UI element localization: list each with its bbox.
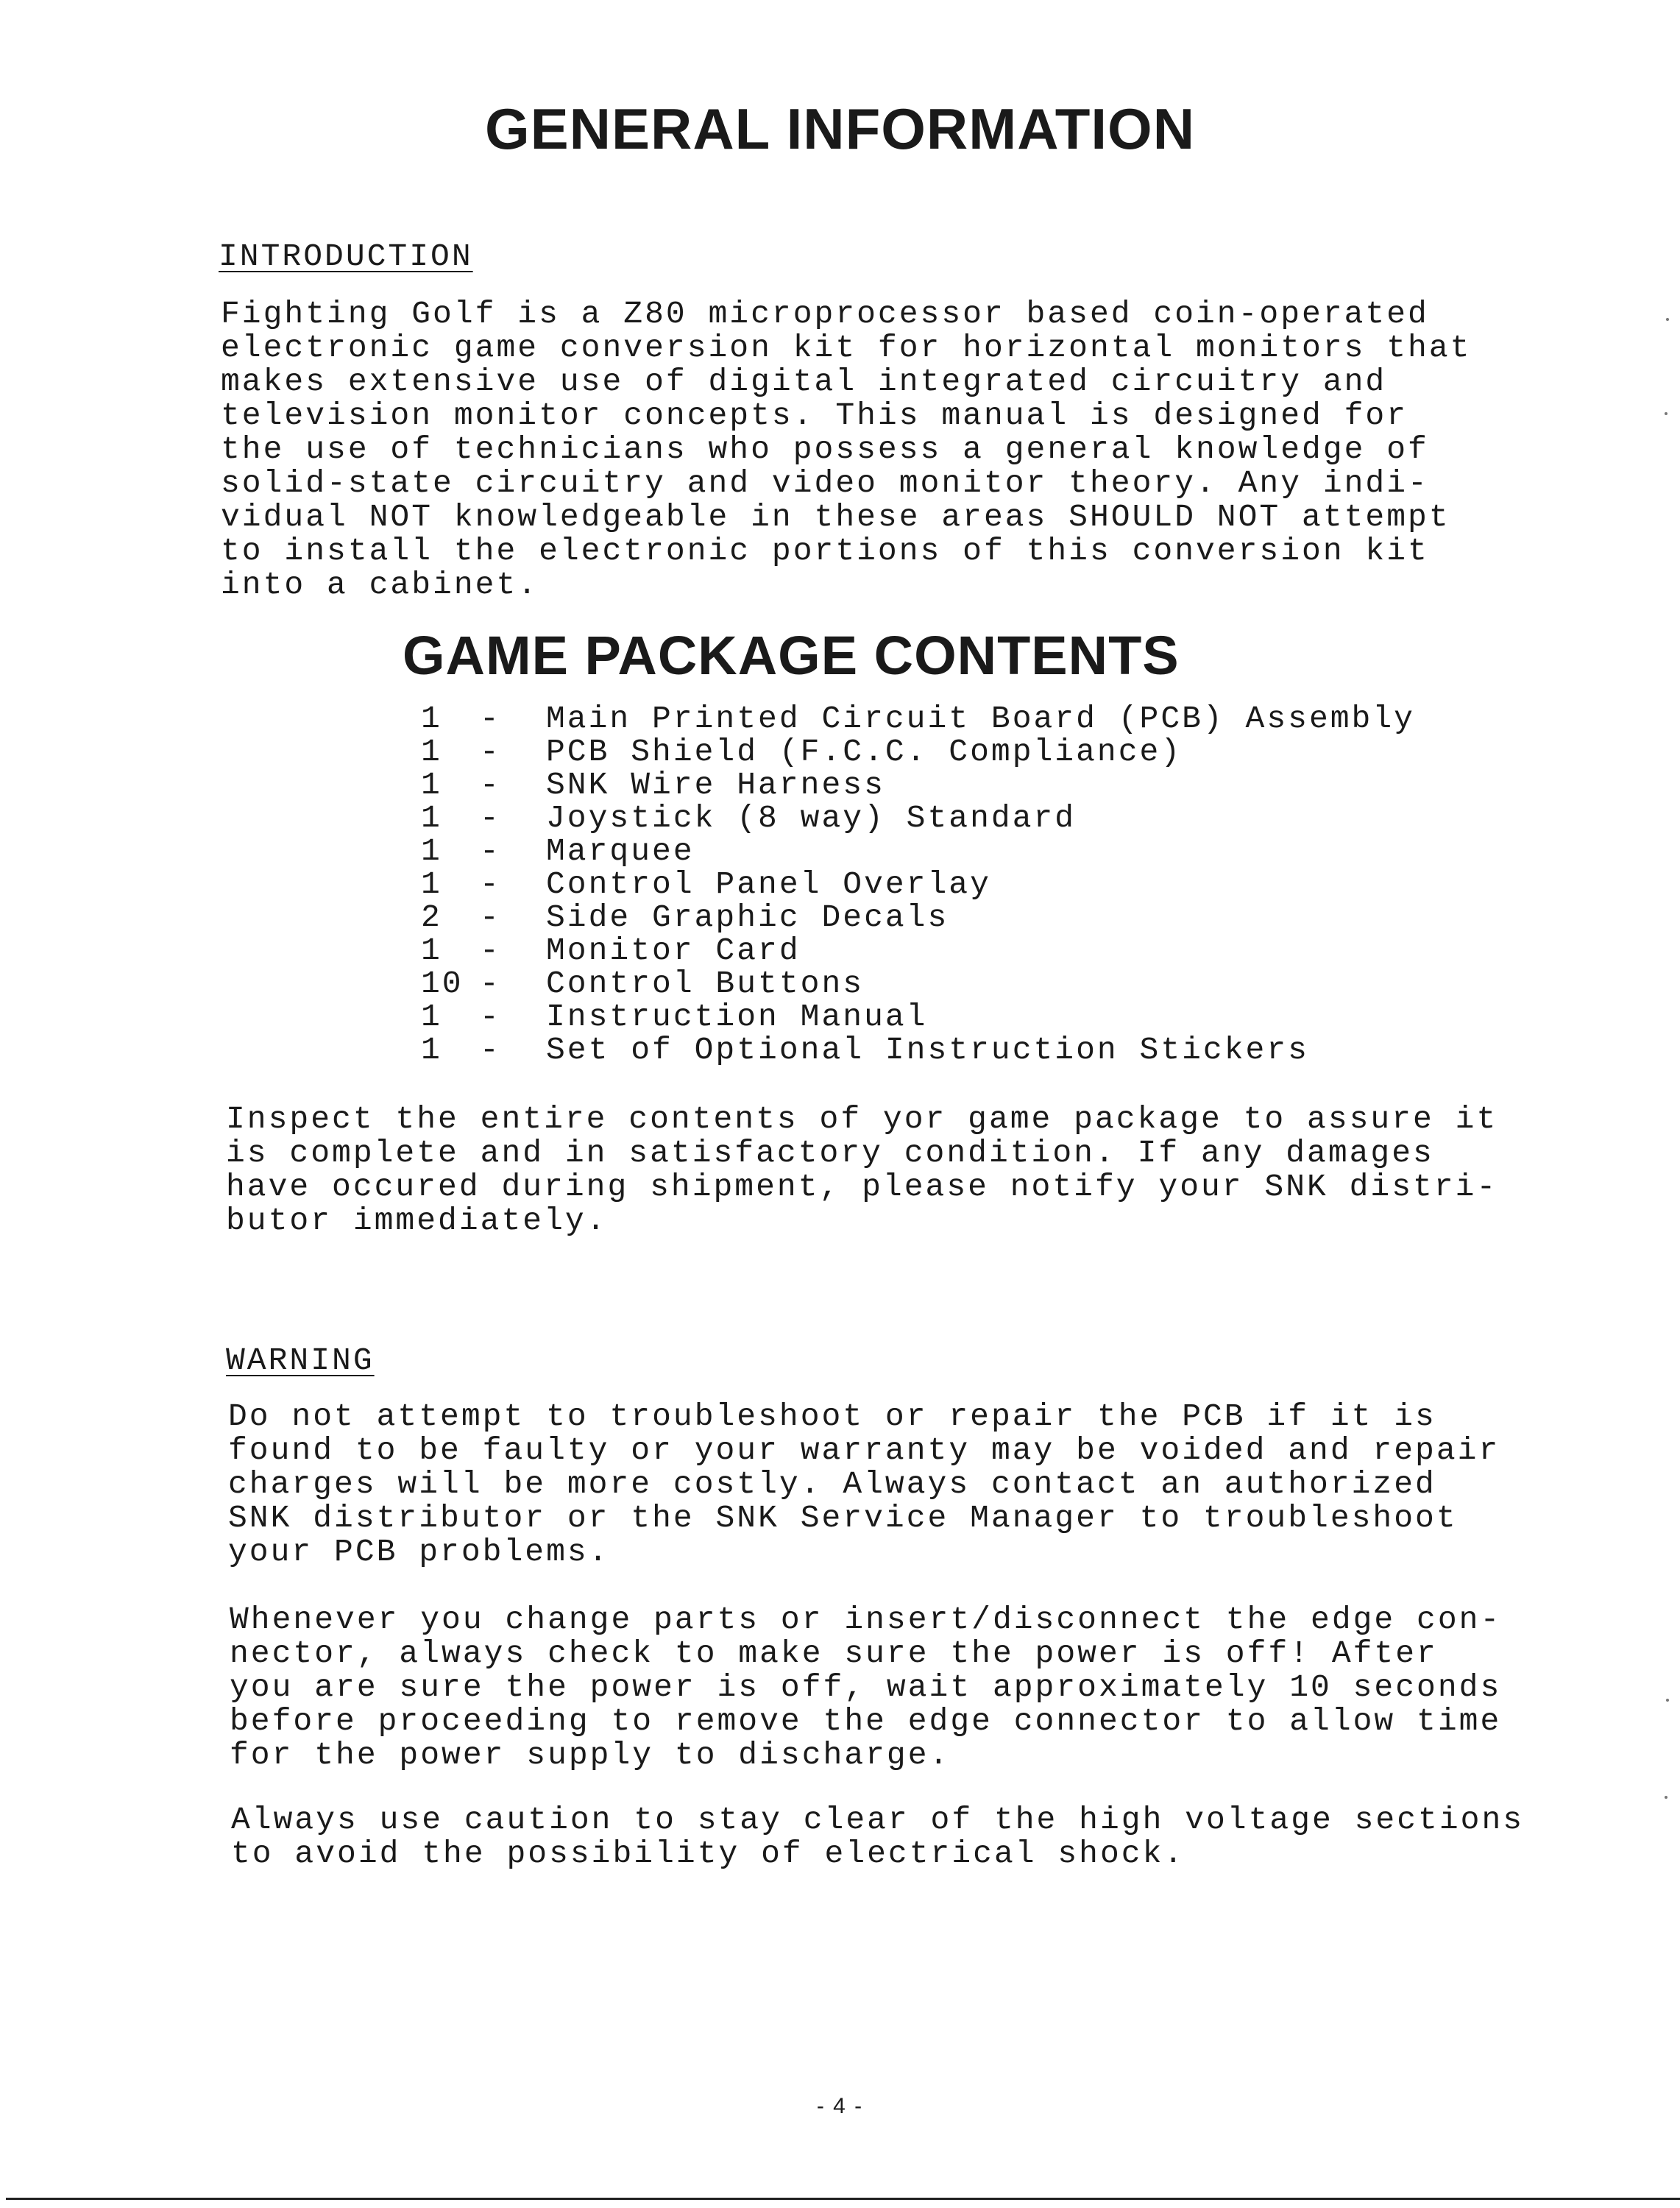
- text-line: Always use caution to stay clear of the high voltage sections: [231, 1802, 1525, 1838]
- item-quantity: 1: [421, 999, 442, 1035]
- item-name: Set of Optional Instruction Stickers: [546, 1032, 1309, 1068]
- item-quantity: 1: [421, 701, 442, 737]
- item-name: PCB Shield (F.C.C. Compliance): [546, 734, 1183, 770]
- list-item: [421, 967, 1415, 1000]
- list-item: [421, 1000, 1415, 1033]
- text-line: the use of technicians who possess a general knowledge of: [221, 431, 1429, 467]
- item-dash: -: [480, 999, 501, 1035]
- text-line: makes extensive use of digital integrated circuitry and: [221, 364, 1387, 400]
- text-line: charges will be more costly. Always contact an authorized: [228, 1466, 1436, 1502]
- page-number: - 4 -: [816, 2094, 864, 2118]
- text-line: to install the electronic portions of this conversion kit: [221, 533, 1429, 569]
- item-dash: -: [480, 933, 501, 969]
- text-line: electronic game conversion kit for horizontal monitors that: [221, 330, 1472, 366]
- item-quantity: 1: [421, 1032, 442, 1068]
- list-item: [421, 768, 1415, 802]
- item-quantity: 1: [421, 933, 442, 969]
- list-item: [421, 1033, 1415, 1066]
- item-quantity: 1: [421, 833, 442, 869]
- text-line: is complete and in satisfactory condition. If any damages: [226, 1135, 1434, 1171]
- text-line: found to be faulty or your warranty may be voided and repair: [228, 1432, 1500, 1468]
- text-line: for the power supply to discharge.: [230, 1737, 951, 1773]
- item-quantity: 1: [421, 767, 442, 803]
- item-name: Control Buttons: [546, 966, 865, 1002]
- text-line: to avoid the possibility of electrical shock.: [231, 1836, 1185, 1872]
- text-line: nector, always check to make sure the power is off! After: [230, 1635, 1438, 1671]
- item-name: Joystick (8 way) Standard: [546, 800, 1077, 836]
- item-name: Marquee: [546, 833, 695, 869]
- package-contents-list: [421, 702, 1415, 1066]
- item-name: Main Printed Circuit Board (PCB) Assembly: [546, 701, 1415, 737]
- warning-paragraph-power: [230, 1603, 1501, 1772]
- text-line: before proceeding to remove the edge connector to allow time: [230, 1703, 1502, 1739]
- text-line: butor immediately.: [226, 1203, 608, 1239]
- item-name: Monitor Card: [546, 933, 801, 969]
- list-item: [421, 702, 1415, 735]
- text-line: have occured during shipment, please notify your SNK distri-: [226, 1169, 1498, 1205]
- list-item: [421, 901, 1415, 934]
- page-title: GENERAL INFORMATION: [484, 96, 1196, 161]
- text-line: SNK distributor or the SNK Service Manager to troubleshoot: [228, 1500, 1458, 1536]
- item-name: SNK Wire Harness: [546, 767, 885, 803]
- text-line: vidual NOT knowledgeable in these areas SHOULD NOT attempt: [221, 499, 1450, 535]
- item-dash: -: [480, 866, 501, 902]
- warning-paragraph-high-voltage: [231, 1803, 1524, 1871]
- bottom-rule: [6, 2198, 1680, 2200]
- item-dash: -: [480, 767, 501, 803]
- text-line: solid-state circuitry and video monitor theory. Any indi-: [221, 465, 1429, 501]
- text-line: you are sure the power is off, wait approximately 10 seconds: [230, 1669, 1502, 1705]
- scan-speck: [1666, 318, 1669, 321]
- item-dash: -: [480, 701, 501, 737]
- warning-label: WARNING: [226, 1342, 375, 1379]
- text-line: Do not attempt to troubleshoot or repair the PCB if it is: [228, 1398, 1436, 1434]
- item-dash: -: [480, 800, 501, 836]
- scan-speck: [1665, 412, 1667, 415]
- warning-paragraph-troubleshoot: [228, 1400, 1500, 1569]
- item-dash: -: [480, 833, 501, 869]
- text-line: Inspect the entire contents of yor game package to assure it: [226, 1101, 1498, 1137]
- text-line: into a cabinet.: [221, 567, 539, 603]
- item-quantity: 10: [421, 966, 464, 1002]
- list-item: [421, 835, 1415, 868]
- introduction-paragraph: [221, 297, 1471, 602]
- list-item: [421, 735, 1415, 768]
- section-heading-package-contents: GAME PACKAGE CONTENTS: [403, 625, 1180, 686]
- item-name: Side Graphic Decals: [546, 899, 949, 935]
- text-line: television monitor concepts. This manual is designed for: [221, 397, 1408, 434]
- item-dash: -: [480, 1032, 501, 1068]
- item-name: Control Panel Overlay: [546, 866, 991, 902]
- list-item: [421, 868, 1415, 901]
- inspect-paragraph: [226, 1103, 1498, 1238]
- text-line: Whenever you change parts or insert/disconnect the edge con-: [230, 1602, 1502, 1638]
- list-item: [421, 934, 1415, 967]
- item-quantity: 1: [421, 734, 442, 770]
- text-line: Fighting Golf is a Z80 microprocessor based coin-operated: [221, 296, 1429, 332]
- item-name: Instruction Manual: [546, 999, 928, 1035]
- introduction-label: INTRODUCTION: [219, 238, 473, 275]
- scan-speck: [1665, 1796, 1667, 1799]
- item-quantity: 1: [421, 800, 442, 836]
- list-item: [421, 802, 1415, 835]
- item-quantity: 1: [421, 866, 442, 902]
- item-dash: -: [480, 734, 501, 770]
- item-quantity: 2: [421, 899, 442, 935]
- item-dash: -: [480, 899, 501, 935]
- item-dash: -: [480, 966, 501, 1002]
- text-line: your PCB problems.: [228, 1534, 610, 1570]
- scan-speck: [1666, 1699, 1669, 1702]
